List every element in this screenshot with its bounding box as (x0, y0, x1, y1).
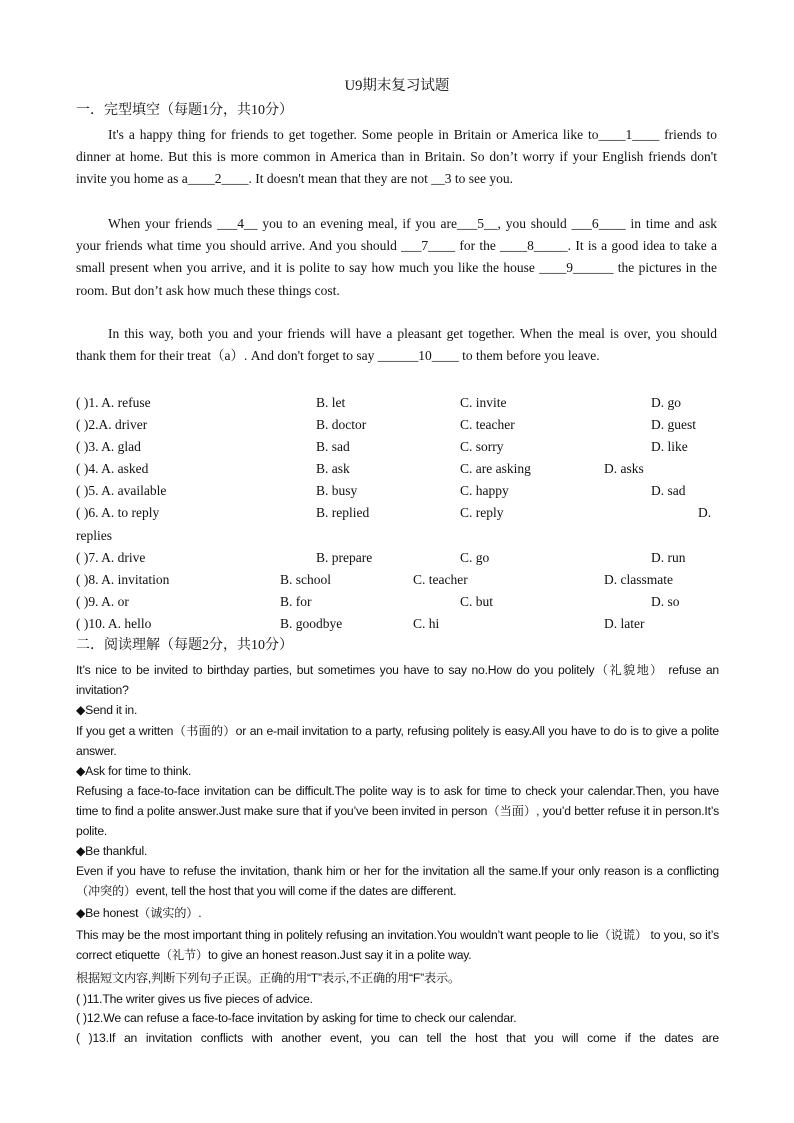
option-row-9 (76, 591, 721, 613)
option-a[interactable]: ( )4. A. asked (76, 461, 149, 476)
option-row-8 (76, 569, 721, 591)
option-b[interactable]: B. let (316, 395, 346, 410)
option-c[interactable]: C. invite (460, 395, 507, 410)
option-b[interactable]: B. goodbye (280, 616, 343, 631)
option-b[interactable]: B. for (280, 594, 312, 609)
section2-heading: 二．阅读理解（每题2分，共10分） (76, 638, 293, 653)
option-row-5 (76, 480, 721, 502)
option-a[interactable]: ( )6. A. to reply (76, 505, 160, 520)
option-d[interactable]: D. asks (604, 461, 644, 476)
question-12[interactable]: ( )12.We can refuse a face-to-face invitation by asking for time to check our calendar. (76, 1011, 517, 1025)
option-b[interactable]: B. prepare (316, 550, 373, 565)
option-d[interactable]: D. so (651, 594, 680, 609)
option-a[interactable]: ( )2.A. driver (76, 417, 148, 432)
option-b[interactable]: B. sad (316, 439, 350, 454)
option-a[interactable]: ( )10. A. hello (76, 616, 152, 631)
option-c[interactable]: C. are asking (460, 461, 531, 476)
tip-text-2: Refusing a face-to-face invitation can be difficult.The polite way is to ask for time to check your calendar.Then, you have time to find a polite answer.Just make sure that if you’ve been invited in person（当面）, you’d better refuse it in person.It’s polite. (76, 784, 719, 839)
option-c[interactable]: C. hi (413, 616, 440, 631)
option-b[interactable]: B. doctor (316, 417, 367, 432)
option-d[interactable]: D. like (651, 439, 688, 454)
option-c[interactable]: C. sorry (460, 439, 504, 454)
option-d[interactable]: D. go (651, 395, 681, 410)
section1-heading: 一．完型填空（每题1分，共10分） (76, 103, 293, 118)
option-row-7 (76, 547, 721, 569)
option-row-10 (76, 613, 721, 635)
option-b[interactable]: B. replied (316, 505, 370, 520)
option-d[interactable]: D. classmate (604, 572, 673, 587)
question-13[interactable]: ( )13.If an invitation conflicts with another event, you can tell the host that you will come if the dates are (76, 1031, 719, 1045)
tip-text-3: Even if you have to refuse the invitation, thank him or her for the invitation all the same.If your only reason is a conflicting（冲突的）event, tell the host that you will come if the dates are different. (76, 864, 719, 899)
cloze-paragraph-3: In this way, both you and your friends will have a pleasant get together. When the meal is over, you should thank them for their treat（a）. And don't forget to say ______10____ to them before you leave. (76, 326, 717, 364)
option-c[interactable]: C. teacher (413, 572, 468, 587)
option-d[interactable]: D. guest (651, 417, 696, 432)
cloze-paragraph-2: When your friends ___4__ you to an evening meal, if you are___5__, you should ___6____ in time and ask your friends what time you should arrive. And you should ___7____ for the ____8_____. It is a good idea to take a small present when you arrive, and it is polite to say how much you like the house ____9______ the pictures in the room. But don’t ask how much these things cost. (76, 216, 717, 298)
option-row-2 (76, 414, 721, 436)
option-a[interactable]: ( )8. A. invitation (76, 572, 170, 587)
option-row-6-wrap (76, 525, 721, 547)
option-d[interactable]: D. run (651, 550, 686, 565)
option-a[interactable]: ( )5. A. available (76, 483, 167, 498)
option-row-1 (76, 392, 721, 414)
option-a[interactable]: ( )7. A. drive (76, 550, 146, 565)
tip-heading-3: ◆Be thankful. (76, 844, 148, 858)
option-c[interactable]: C. go (460, 550, 490, 565)
tip-heading-2: ◆Ask for time to think. (76, 764, 192, 778)
tip-text-1: If you get a written（书面的）or an e-mail invitation to a party, refusing politely is easy.All you have to do is to give a polite answer. (76, 724, 719, 759)
option-b[interactable]: B. busy (316, 483, 358, 498)
tip-heading-4: ◆Be honest（诚实的）. (76, 906, 202, 920)
tip-heading-1: ◆Send it in. (76, 703, 138, 717)
option-c[interactable]: C. reply (460, 505, 504, 520)
option-b[interactable]: B. ask (316, 461, 350, 476)
option-b[interactable]: B. school (280, 572, 332, 587)
option-a[interactable]: ( )3. A. glad (76, 439, 141, 454)
option-c[interactable]: C. but (460, 594, 494, 609)
reading-intro: It’s nice to be invited to birthday parties, but sometimes you have to say no.How do you politely（礼貌地） refuse an invitation? (76, 663, 719, 698)
option-d[interactable]: D. later (604, 616, 645, 631)
option-c[interactable]: C. happy (460, 483, 509, 498)
question-11[interactable]: ( )11.The writer gives us five pieces of advice. (76, 992, 313, 1006)
cloze-paragraph-1: It's a happy thing for friends to get together. Some people in Britain or America like to____1____ friends to dinner at home. But this is more common in America than in Britain. So don’t worry if your English friends don't invite you home as a____2____. It doesn't mean that they are not __3 to see you. (76, 127, 717, 187)
option-row-6 (76, 502, 721, 524)
option-a[interactable]: ( )9. A. or (76, 594, 129, 609)
option-row-3 (76, 436, 721, 458)
instruction: 根据短文内容,判断下列句子正误。正确的用“T”表示,不正确的用“F”表示。 (76, 971, 460, 985)
option-row-4 (76, 458, 721, 480)
option-c[interactable]: C. teacher (460, 417, 515, 432)
option-a[interactable]: ( )1. A. refuse (76, 395, 151, 410)
tip-text-4: This may be the most important thing in politely refusing an invitation.You wouldn’t want people to lie（说谎） to you, so it’s correct etiquette（礼节）to give an honest reason.Just say it in a polite way. (76, 928, 719, 963)
option-d[interactable]: D. sad (651, 483, 686, 498)
page-title: U9期末复习试题 (344, 78, 450, 94)
option-d-continued[interactable]: replies (76, 528, 112, 543)
option-d[interactable]: D. (698, 505, 712, 520)
